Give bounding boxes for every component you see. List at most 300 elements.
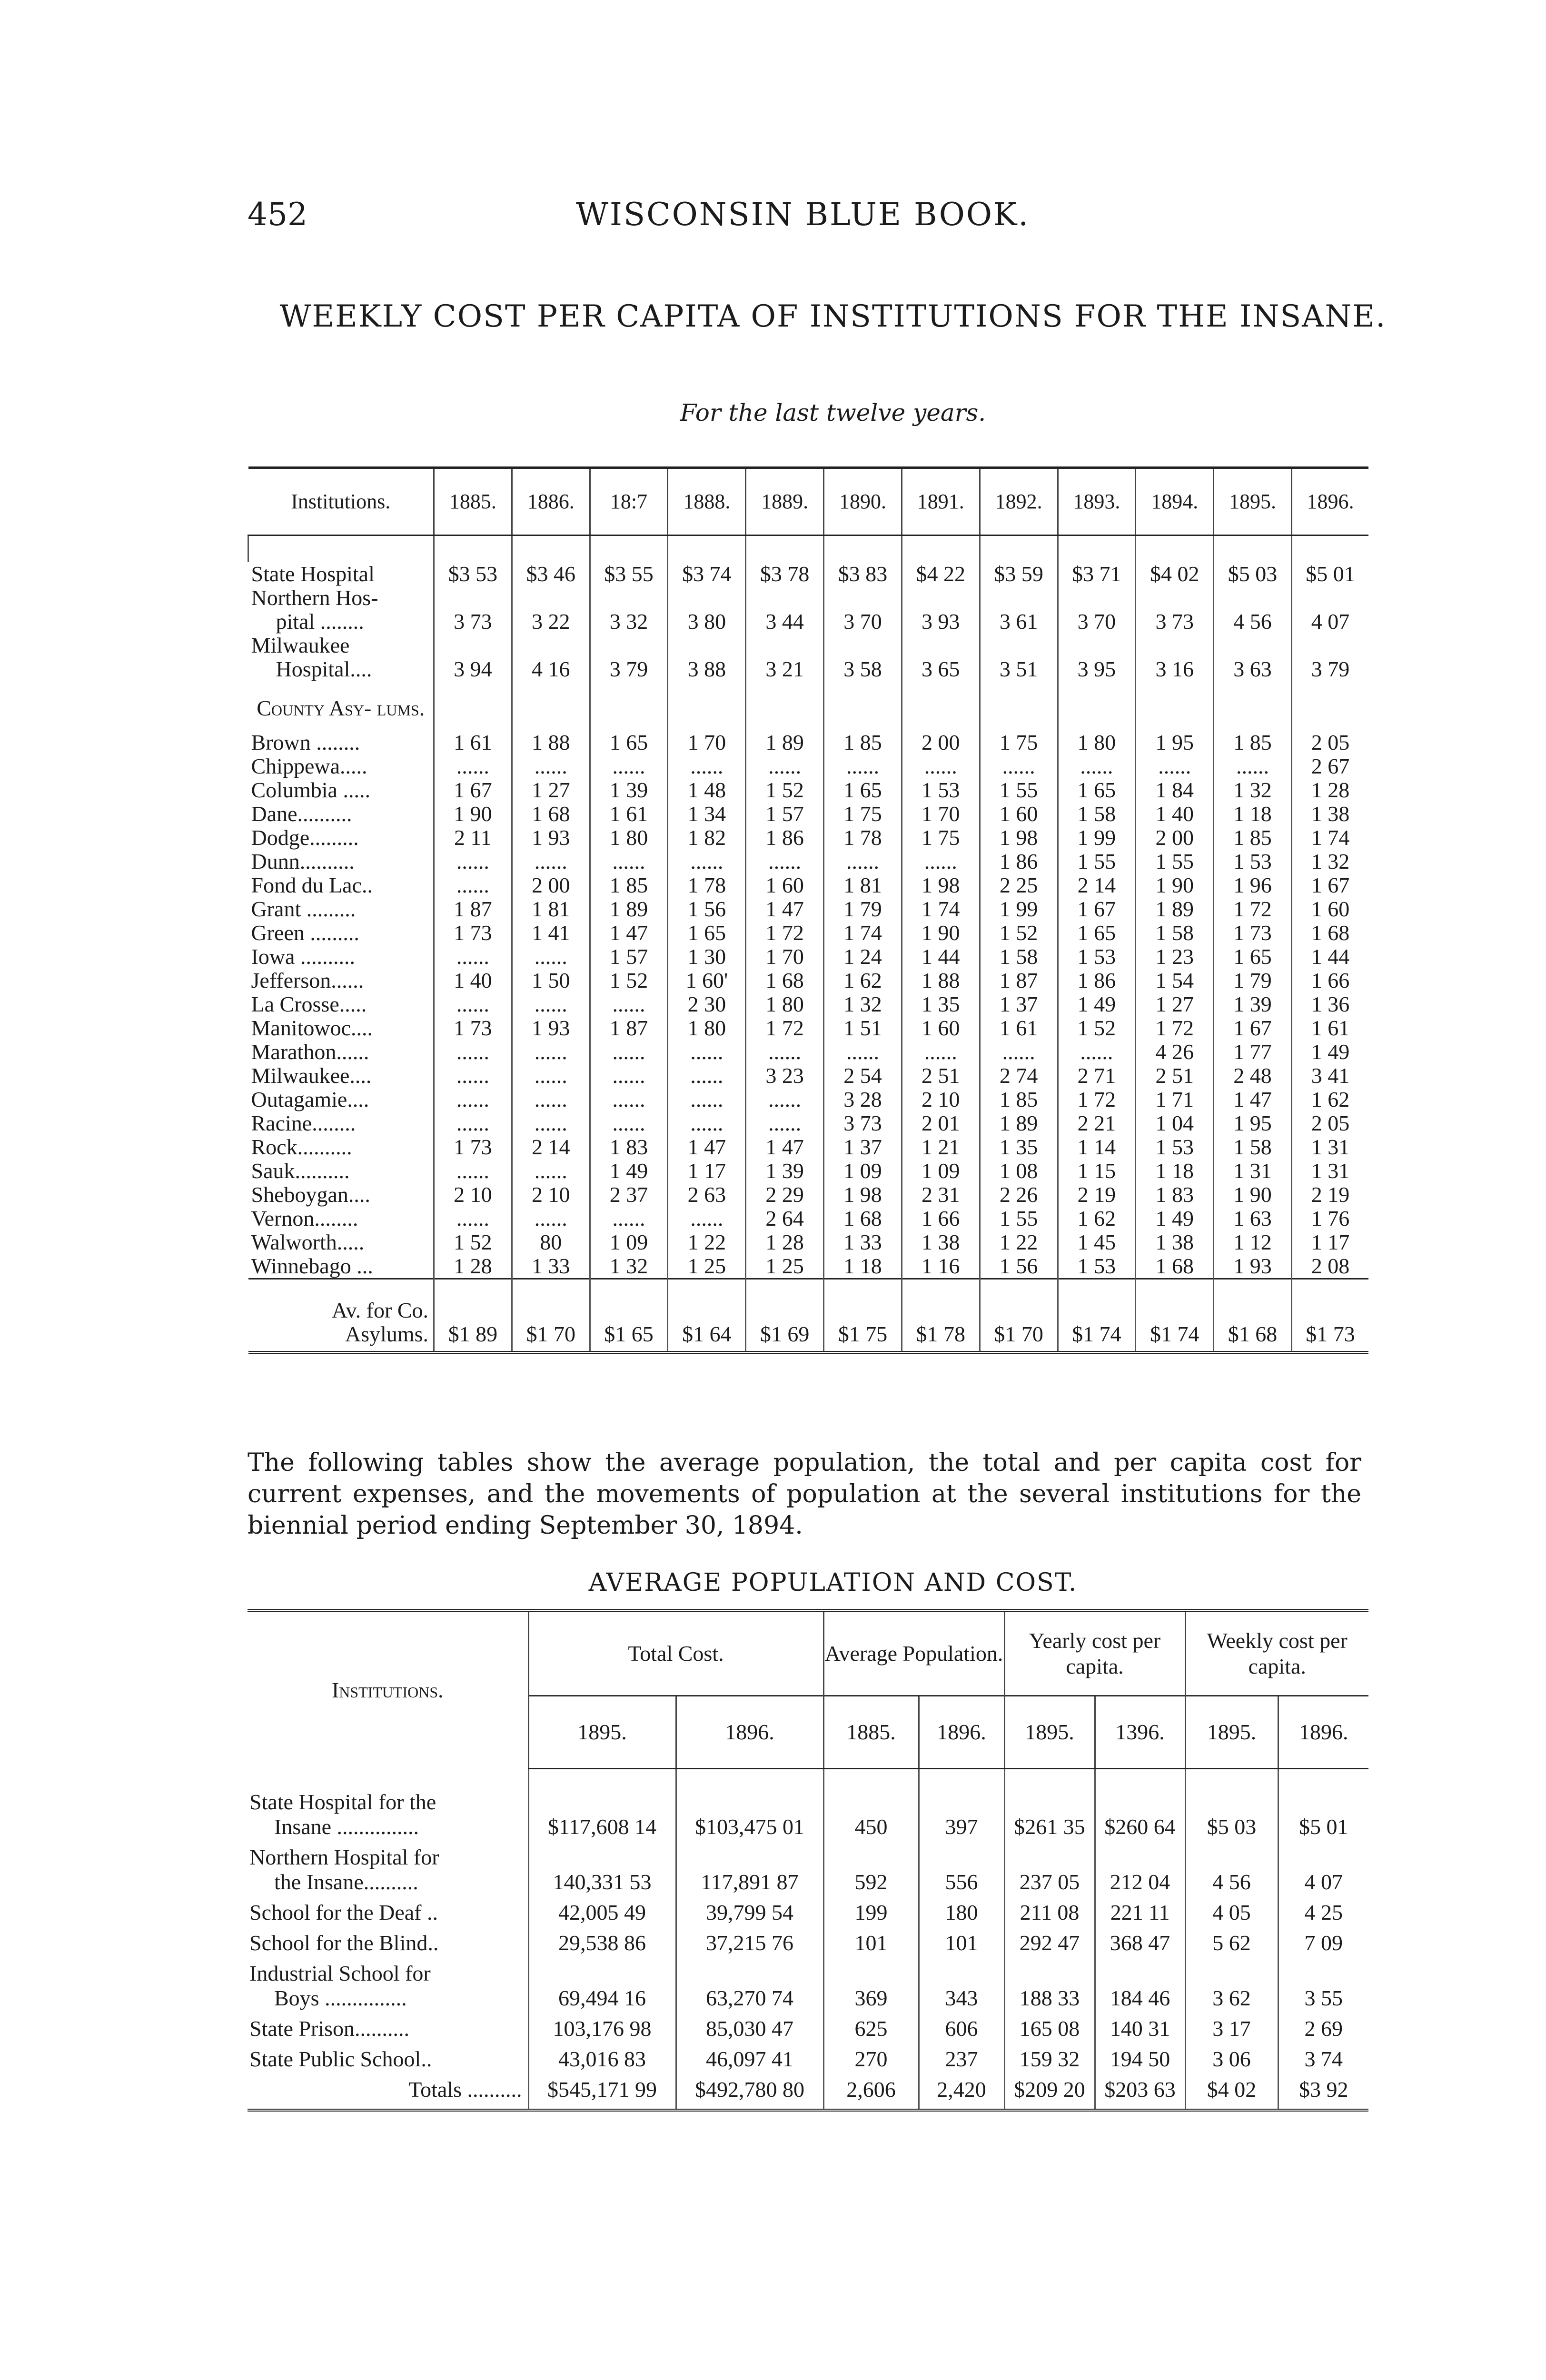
cost-cell: 1 12	[1214, 1230, 1292, 1254]
cost-cell: ......	[1136, 754, 1214, 778]
county-name: Fond du Lac..	[251, 873, 373, 897]
value-cell: 4 07	[1278, 1845, 1368, 1900]
cost-cell: 1 95	[1214, 1111, 1292, 1135]
cost-cell: 1 83	[1136, 1183, 1214, 1207]
cost-cell: 1 80	[590, 826, 668, 850]
cost-cell: 3 79	[590, 634, 668, 681]
intro-paragraph: The following tables show the average population, the total and per capita cost for current expenses, and the movements of population at the several institutions for the biennial period ending September 30, 1894.	[248, 1448, 1361, 1540]
value-cell: 199	[823, 1900, 919, 1931]
cost-cell: 1 80	[746, 992, 824, 1016]
cost-cell: 1 89	[980, 1111, 1058, 1135]
cost-cell: 2 48	[1214, 1064, 1292, 1088]
cost-cell: 1 85	[824, 731, 902, 754]
cost-cell: 1 45	[1058, 1230, 1136, 1254]
cost-cell: 1 87	[590, 1016, 668, 1040]
county-row	[248, 1064, 1369, 1088]
cost-cell: $5 01	[1291, 562, 1368, 586]
value-cell: 7 09	[1278, 1931, 1368, 1961]
spacer-row	[248, 536, 1369, 563]
cost-cell: 1 90	[434, 802, 512, 826]
cost-cell: 1 66	[902, 1207, 980, 1230]
value-cell: 221 11	[1095, 1900, 1185, 1931]
county-name: Racine........	[251, 1111, 356, 1135]
spacer-cell	[512, 681, 590, 731]
cost-cell: ......	[434, 1159, 512, 1183]
county-name: Green .........	[251, 921, 359, 945]
cost-cell: 2 25	[980, 873, 1058, 897]
cost-cell: ......	[434, 754, 512, 778]
cost-cell: 1 52	[980, 921, 1058, 945]
table1-title: WEEKLY COST PER CAPITA OF INSTITUTIONS FOR THE INSANE.	[279, 299, 1387, 334]
cost-cell: 1 55	[980, 778, 1058, 802]
cost-cell: 1 17	[668, 1159, 746, 1183]
table2-body	[248, 1769, 1368, 2110]
cost-cell: 1 85	[1214, 731, 1292, 754]
cost-cell: ......	[902, 1040, 980, 1064]
value-cell: 46,097 41	[676, 2047, 823, 2077]
cost-cell: ......	[668, 754, 746, 778]
county-name: Sauk..........	[251, 1159, 350, 1183]
cost-cell: 1 61	[590, 802, 668, 826]
spacer-cell	[590, 536, 668, 563]
value-cell: 292 47	[1004, 1931, 1095, 1961]
cost-cell: 1 51	[824, 1016, 902, 1040]
average-cost-cell: $1 89	[434, 1279, 512, 1353]
cost-cell: 1 81	[512, 897, 590, 921]
year-column-header: 1885.	[823, 1696, 919, 1769]
value-cell: $260 64	[1095, 1769, 1185, 1845]
cost-cell: ......	[668, 1207, 746, 1230]
cost-cell: ......	[434, 945, 512, 969]
institution-name-line: State Hospital	[251, 562, 375, 586]
cost-cell: 1 54	[1136, 969, 1214, 992]
cost-cell: $4 22	[902, 562, 980, 586]
cost-cell: 1 24	[824, 945, 902, 969]
cost-cell: 1 72	[1214, 897, 1292, 921]
cost-cell: 1 52	[746, 778, 824, 802]
cost-cell: 3 95	[1058, 634, 1136, 681]
cost-cell: ......	[668, 1040, 746, 1064]
cost-cell: 1 78	[668, 873, 746, 897]
cost-cell: 1 18	[824, 1254, 902, 1279]
cost-cell: 1 37	[824, 1135, 902, 1159]
cost-cell: 1 60	[980, 802, 1058, 826]
cost-cell: 1 74	[1291, 826, 1368, 850]
cost-cell: $3 74	[668, 562, 746, 586]
institution-name	[248, 1769, 528, 1845]
cost-cell: ......	[434, 1111, 512, 1135]
cost-cell: 80	[512, 1230, 590, 1254]
cost-cell: 1 39	[746, 1159, 824, 1183]
institution-name-line: State Hospital for the	[249, 1789, 436, 1814]
cost-cell: $4 02	[1136, 562, 1214, 586]
value-cell: 37,215 76	[676, 1931, 823, 1961]
average-cost-cell: $1 78	[902, 1279, 980, 1353]
cost-cell: 1 17	[1291, 1230, 1368, 1254]
county-name: La Crosse.....	[251, 992, 367, 1016]
cost-cell: 1 67	[434, 778, 512, 802]
county-name: Grant .........	[251, 897, 356, 921]
cost-cell: 1 72	[746, 921, 824, 945]
cost-cell: 1 65	[668, 921, 746, 945]
value-cell: 5 62	[1185, 1931, 1278, 1961]
institution-name-line: Asylums.	[345, 1322, 428, 1346]
total-cell: $3 92	[1278, 2077, 1368, 2110]
cost-cell: $3 83	[824, 562, 902, 586]
cost-cell: 1 57	[746, 802, 824, 826]
cost-cell: 2 00	[512, 873, 590, 897]
cost-cell: 1 70	[668, 731, 746, 754]
cost-cell: 1 61	[434, 731, 512, 754]
cost-cell: 1 28	[1291, 778, 1368, 802]
cost-cell: 3 65	[902, 634, 980, 681]
county-name: Outagamie....	[251, 1087, 369, 1111]
spacer-cell	[1291, 681, 1368, 731]
cost-cell: 1 53	[1136, 1135, 1214, 1159]
value-cell: 159 32	[1004, 2047, 1095, 2077]
cost-cell: 1 67	[1058, 897, 1136, 921]
year-column-header: 1896.	[919, 1696, 1004, 1769]
cost-cell: 1 62	[824, 969, 902, 992]
cost-cell: 3 44	[746, 586, 824, 634]
spacer-cell	[668, 681, 746, 731]
cost-cell: 2 54	[824, 1064, 902, 1088]
year-column-header: 1896.	[1278, 1696, 1368, 1769]
cost-cell: 1 47	[746, 1135, 824, 1159]
cost-cell: 1 44	[1291, 945, 1368, 969]
total-cell: $209 20	[1004, 2077, 1095, 2110]
value-cell: 606	[919, 2016, 1004, 2047]
cost-cell: 1 30	[668, 945, 746, 969]
county-row	[248, 1230, 1369, 1254]
cost-cell: 2 14	[1058, 873, 1136, 897]
county-row	[248, 826, 1369, 850]
cost-cell: 3 88	[668, 634, 746, 681]
cost-cell: 1 22	[668, 1230, 746, 1254]
cost-cell: 1 99	[1058, 826, 1136, 850]
cost-cell: 3 23	[746, 1064, 824, 1088]
cost-cell: 1 14	[1058, 1135, 1136, 1159]
cost-cell: 1 75	[902, 826, 980, 850]
institution-name	[248, 586, 434, 634]
spacer-cell	[434, 536, 512, 563]
value-cell: 42,005 49	[528, 1900, 676, 1931]
value-cell: 101	[919, 1931, 1004, 1961]
cost-cell: 1 04	[1136, 1111, 1214, 1135]
cost-cell: 1 32	[1214, 778, 1292, 802]
cost-cell: 1 90	[1214, 1183, 1292, 1207]
cost-cell: 2 05	[1291, 1111, 1368, 1135]
cost-cell: ......	[1058, 1040, 1136, 1064]
cost-cell: 1 65	[1058, 778, 1136, 802]
cost-cell: ......	[434, 992, 512, 1016]
cost-cell: 1 88	[512, 731, 590, 754]
cost-cell: 1 47	[1214, 1088, 1292, 1111]
cost-cell: 1 09	[902, 1159, 980, 1183]
year-column-header: 1895.	[1214, 468, 1292, 536]
cost-cell: 2 37	[590, 1183, 668, 1207]
cost-cell: ......	[590, 1064, 668, 1088]
cost-cell: 1 58	[1058, 802, 1136, 826]
cost-cell: 1 90	[902, 921, 980, 945]
cost-cell: 1 28	[746, 1230, 824, 1254]
value-cell: 3 62	[1185, 1961, 1278, 2016]
spacer-cell	[1214, 536, 1292, 563]
cost-cell: 1 53	[1058, 945, 1136, 969]
totals-label: Totals ..........	[248, 2077, 528, 2110]
value-cell: 39,799 54	[676, 1900, 823, 1931]
institution-name	[248, 1279, 434, 1353]
cost-cell: ......	[512, 992, 590, 1016]
cost-cell: ......	[512, 1207, 590, 1230]
county-row	[248, 1111, 1369, 1135]
value-cell: 29,538 86	[528, 1931, 676, 1961]
cost-cell: 2 10	[434, 1183, 512, 1207]
cost-cell: 1 35	[980, 1135, 1058, 1159]
cost-cell: 1 15	[1058, 1159, 1136, 1183]
cost-cell: 1 67	[1214, 1016, 1292, 1040]
cost-cell: 1 84	[1136, 778, 1214, 802]
cost-cell: ......	[512, 754, 590, 778]
cost-cell: 1 98	[824, 1183, 902, 1207]
cost-cell: ......	[512, 1040, 590, 1064]
cost-cell: ......	[434, 1040, 512, 1064]
value-cell: 592	[823, 1845, 919, 1900]
spacer-cell	[824, 536, 902, 563]
county-row	[248, 1088, 1369, 1111]
county-asylums-label: County Asy- lums.	[257, 696, 425, 720]
table1-body	[248, 536, 1369, 1353]
cost-cell: 1 18	[1214, 802, 1292, 826]
total-cell: $492,780 80	[676, 2077, 823, 2110]
cost-cell: 1 73	[1214, 921, 1292, 945]
cost-cell: 1 40	[434, 969, 512, 992]
cost-cell: ......	[590, 850, 668, 873]
cost-cell: 1 41	[512, 921, 590, 945]
cost-cell: 1 68	[1291, 921, 1368, 945]
cost-cell: ......	[746, 850, 824, 873]
cost-cell: 1 86	[746, 826, 824, 850]
cost-cell: 1 33	[824, 1230, 902, 1254]
value-cell: 625	[823, 2016, 919, 2047]
total-cost-header: Total Cost.	[528, 1610, 823, 1696]
value-cell: 211 08	[1004, 1900, 1095, 1931]
cost-cell: 1 65	[1058, 921, 1136, 945]
institution-name-line: Industrial School for	[249, 1961, 431, 1985]
cost-cell: 1 40	[1136, 802, 1214, 826]
cost-cell: ......	[902, 850, 980, 873]
cost-cell: 1 25	[668, 1254, 746, 1279]
value-cell: 3 17	[1185, 2016, 1278, 2047]
cost-cell: ......	[746, 1040, 824, 1064]
institution-name-line: Milwaukee	[251, 633, 350, 657]
institution-name	[248, 1845, 528, 1900]
cost-cell: 1 09	[590, 1230, 668, 1254]
value-cell: $5 01	[1278, 1769, 1368, 1845]
institution-row	[248, 2047, 1368, 2077]
cost-cell: 1 70	[746, 945, 824, 969]
county-row	[248, 1207, 1369, 1230]
county-row	[248, 754, 1369, 778]
year-column-header: 1888.	[668, 468, 746, 536]
cost-cell: 1 79	[1214, 969, 1292, 992]
cost-cell: 1 36	[1291, 992, 1368, 1016]
cost-cell: 1 85	[590, 873, 668, 897]
value-cell: 188 33	[1004, 1961, 1095, 2016]
institution-name-line: Av. for Co.	[331, 1298, 428, 1322]
cost-cell: $3 53	[434, 562, 512, 586]
section-row	[248, 681, 1369, 731]
cost-cell: 1 90	[1136, 873, 1214, 897]
value-cell: 212 04	[1095, 1845, 1185, 1900]
cost-cell: 1 68	[512, 802, 590, 826]
cost-cell: ......	[1058, 754, 1136, 778]
table2-title: AVERAGE POPULATION AND COST.	[588, 1568, 1078, 1597]
cost-cell: 1 31	[1214, 1159, 1292, 1183]
cost-cell: 1 49	[1058, 992, 1136, 1016]
county-row	[248, 1254, 1369, 1279]
running-header: WISCONSIN BLUE BOOK.	[576, 196, 1030, 233]
average-cost-cell: $1 65	[590, 1279, 668, 1353]
cost-cell: 1 75	[980, 731, 1058, 754]
cost-cell: 1 89	[746, 731, 824, 754]
average-cost-cell: $1 69	[746, 1279, 824, 1353]
cost-cell: 1 47	[668, 1135, 746, 1159]
cost-cell: 1 55	[980, 1207, 1058, 1230]
cost-cell: 1 85	[980, 1088, 1058, 1111]
cost-cell: 1 93	[1214, 1254, 1292, 1279]
cost-cell: ......	[590, 754, 668, 778]
cost-cell: $5 03	[1214, 562, 1292, 586]
cost-cell: 1 61	[980, 1016, 1058, 1040]
value-cell: 140 31	[1095, 2016, 1185, 2047]
cost-cell: 1 16	[902, 1254, 980, 1279]
year-column-header: 1885.	[434, 468, 512, 536]
cost-cell: 1 56	[668, 897, 746, 921]
cost-cell: 1 86	[1058, 969, 1136, 992]
value-cell: 180	[919, 1900, 1004, 1931]
cost-cell: ......	[590, 1207, 668, 1230]
cost-cell: 1 27	[512, 778, 590, 802]
cost-cell: 1 70	[902, 802, 980, 826]
cost-cell: ......	[512, 1159, 590, 1183]
cost-cell: $3 71	[1058, 562, 1136, 586]
cost-cell: 1 77	[1214, 1040, 1292, 1064]
county-name: Chippewa.....	[251, 754, 367, 778]
cost-cell: 3 21	[746, 634, 824, 681]
county-row	[248, 802, 1369, 826]
county-name: Dunn..........	[251, 849, 355, 873]
institution-row	[248, 1900, 1368, 1931]
cost-cell: 1 25	[746, 1254, 824, 1279]
cost-cell: 3 16	[1136, 634, 1214, 681]
value-cell: 343	[919, 1961, 1004, 2016]
institution-name-line: Boys ...............	[274, 1985, 407, 2010]
cost-cell: ......	[980, 754, 1058, 778]
institution-name-line: the Insane..........	[274, 1869, 418, 1894]
cost-cell: 1 39	[590, 778, 668, 802]
year-column-header: 1895.	[1185, 1696, 1278, 1769]
county-name: Rock..........	[251, 1135, 352, 1159]
cost-cell: 1 55	[1058, 850, 1136, 873]
cost-cell: 4 07	[1291, 586, 1368, 634]
value-cell: 3 55	[1278, 1961, 1368, 2016]
cost-cell: 2 14	[512, 1135, 590, 1159]
cost-cell: ......	[512, 850, 590, 873]
cost-cell: ......	[824, 1040, 902, 1064]
cost-cell: 3 73	[824, 1111, 902, 1135]
county-name: Brown ........	[251, 730, 360, 754]
cost-cell: 1 65	[1214, 945, 1292, 969]
cost-cell: 1 32	[1291, 850, 1368, 873]
total-cell: $203 63	[1095, 2077, 1185, 2110]
cost-cell: 1 62	[1291, 1088, 1368, 1111]
year-column-header: 1892.	[980, 468, 1058, 536]
cost-cell: 2 08	[1291, 1254, 1368, 1279]
cost-cell: 1 98	[980, 826, 1058, 850]
institution-name	[248, 1931, 528, 1961]
value-cell: 368 47	[1095, 1931, 1185, 1961]
county-row	[248, 1183, 1369, 1207]
cost-cell: 1 48	[668, 778, 746, 802]
totals-row	[248, 2077, 1368, 2110]
value-cell: 165 08	[1004, 2016, 1095, 2047]
cost-cell: ......	[668, 1111, 746, 1135]
cost-cell: 1 49	[1291, 1040, 1368, 1064]
cost-cell: 1 49	[590, 1159, 668, 1183]
cost-cell: 1 62	[1058, 1207, 1136, 1230]
value-cell: 85,030 47	[676, 2016, 823, 2047]
spacer-cell	[668, 536, 746, 563]
institution-name-line: State Public School..	[249, 2046, 432, 2071]
county-row	[248, 945, 1369, 969]
cost-cell: 1 68	[824, 1207, 902, 1230]
cost-cell: 1 60	[1291, 897, 1368, 921]
value-cell: 103,176 98	[528, 2016, 676, 2047]
county-row	[248, 1016, 1369, 1040]
cost-cell: $3 78	[746, 562, 824, 586]
county-name: Manitowoc....	[251, 1016, 373, 1040]
cost-cell: 1 80	[1058, 731, 1136, 754]
cost-cell: 2 05	[1291, 731, 1368, 754]
cost-cell: 2 00	[902, 731, 980, 754]
cost-cell: 3 61	[980, 586, 1058, 634]
cost-cell: 1 88	[902, 969, 980, 992]
institution-row	[248, 1845, 1368, 1900]
county-row	[248, 1159, 1369, 1183]
cost-cell: 2 21	[1058, 1111, 1136, 1135]
cost-cell: 3 94	[434, 634, 512, 681]
institution-name-line: Northern Hospital for	[249, 1844, 439, 1869]
cost-cell: 1 31	[1291, 1135, 1368, 1159]
cost-cell: 1 35	[902, 992, 980, 1016]
cost-cell: 1 60	[902, 1016, 980, 1040]
value-cell: 3 74	[1278, 2047, 1368, 2077]
cost-cell: ......	[980, 1040, 1058, 1064]
cost-cell: 1 58	[1136, 921, 1214, 945]
spacer-cell	[434, 681, 512, 731]
cost-cell: 3 32	[590, 586, 668, 634]
cost-cell: 3 22	[512, 586, 590, 634]
cost-cell: 1 58	[1214, 1135, 1292, 1159]
county-row	[248, 731, 1369, 754]
cost-cell: 1 79	[824, 897, 902, 921]
county-row	[248, 921, 1369, 945]
cost-cell: 1 80	[668, 1016, 746, 1040]
institution-row	[248, 1769, 1368, 1845]
cost-cell: 2 64	[746, 1207, 824, 1230]
spacer-cell	[824, 681, 902, 731]
